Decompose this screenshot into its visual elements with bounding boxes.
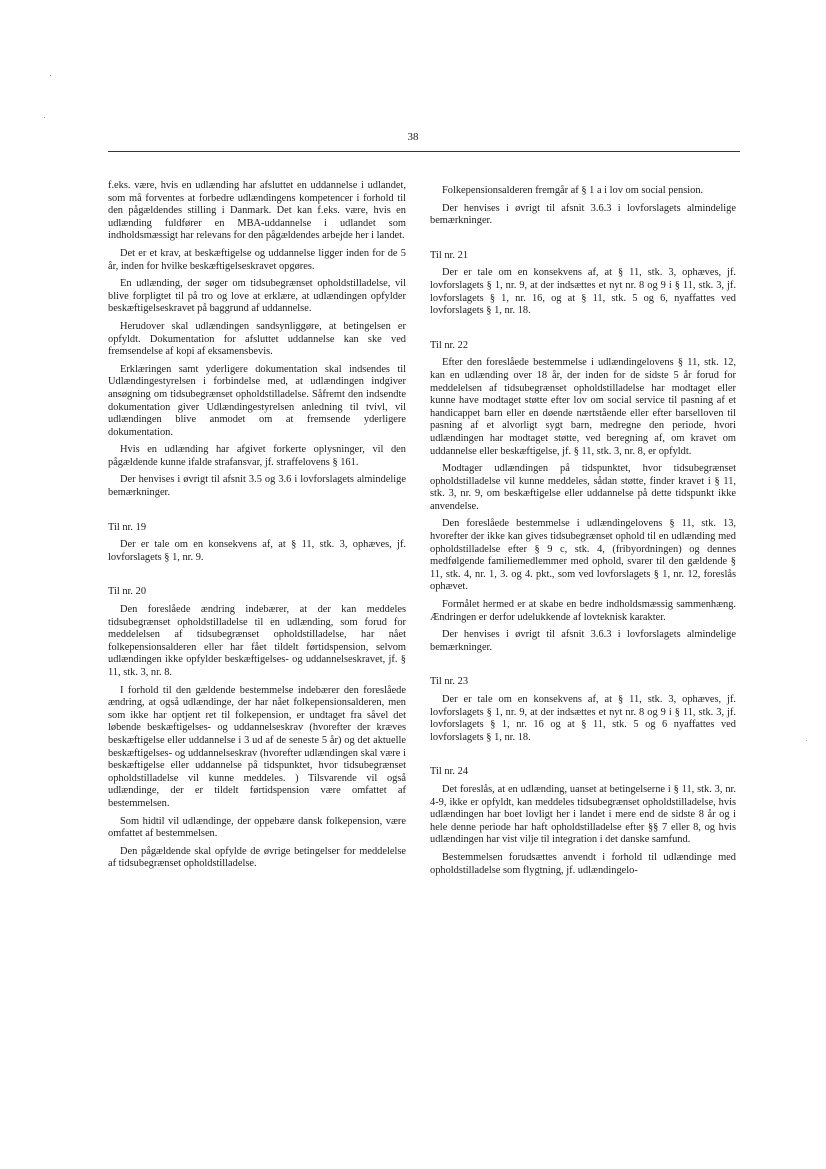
paragraph: Der er tale om en konsekvens af, at § 11, stk. 3, ophæves, jf. lovforslagets § 1, nr. 9. [108, 539, 406, 563]
paragraph: Som hidtil vil udlændinge, der oppebære dansk folkepension, være omfattet af bestemmelsen. [108, 815, 406, 840]
paragraph: Erklæringen samt yderligere dokumentation skal indsendes til Udlændingestyrelsen i forbindelse med, at udlændingen indgiver ansøgning om tidsubegrænset opholdstilladelse. Såfremt den indsendte dokumentation giver Udlændingestyrelsen anledning til tvivl, vil udlændingen blive anmodet om at fremsende yderligere dokumentation. [108, 363, 406, 438]
section-heading-24: Til nr. 24 [430, 766, 469, 778]
section-heading-22: Til nr. 22 [430, 339, 469, 351]
paragraph: Formålet hermed er at skabe en bedre indholdsmæssig sammenhæng. Ændringen er derfor udelukkende af lovteknisk karakter. [430, 599, 736, 623]
paragraph: En udlænding, der søger om tidsubegrænset opholdstilladelse, vil blive forpligtet til på tro og love at erklære, at udlændingen opfylder beskæftigelseskravet på baggrund af uddannelse. [108, 278, 406, 315]
paragraph: Hvis en udlænding har afgivet forkerte oplysninger, vil den pågældende kunne ifalde strafansvar, jf. straffelovens § 161. [108, 444, 406, 468]
paragraph: Efter den foreslåede bestemmelse i udlændingelovens § 11, stk. 12, kan en udlænding over 18 år, der inden for de sidste 5 år forud for meddelelsen af tidsubegrænset opholdstilladelse har modtaget eller kunne have modtaget støtte efter lov om social service til pasning af et handicappet barn eller en døende nærtstående eller efter barselloven til pasning af et alvorligt sygt barn, medregne den periode, hvori udlændingen har modtaget støtte, ved beregning af, om kravet om uddannelse eller beskæftigelse, jf. § 11, stk. 3, nr. 8, er opfyldt. [430, 357, 736, 457]
paragraph: I forhold til den gældende bestemmelse indebærer den foreslåede ændring, at også udlændinge, der har nået folkepensionsalderen, men som ikke har optjent ret til folkepension, er undtaget fra såvel det løbende beskæftigelses- og uddannelseskrav (hvorefter der kræves beskæftigelse eller uddannelse i 3 ud af de seneste 5 år) og det aktuelle beskæftigelses- og uddannelseskrav (hvorefter udlændingen skal være i beskæftigelse eller uddannelse på tidspunktet, hvor tidsubegrænset opholdstilladelse vil kunne meddeles. ) Tilsvarende vil også udlændinge, der er tildelt førtidspension være omfattet af bestemmelsen. [108, 684, 406, 809]
header-rule [108, 151, 740, 152]
paragraph: Der er tale om en konsekvens af, at § 11, stk. 3, ophæves, jf. lovforslagets § 1, nr. 9, at der indsættes et nyt nr. 8 og 9 i § 11, stk. 3, jf. lovforslagets § 1, nr. 16, og at § 11, stk. 5 og 6, nyaffattes ved lovforslagets § 1, nr. 18. [430, 267, 736, 317]
paragraph: Herudover skal udlændingen sandsynliggøre, at betingelsen er opfyldt. Dokumentation for afsluttet uddannelse kan ske ved fremsendelse af kopi af eksamensbevis. [108, 320, 406, 358]
paragraph: Der henvises i øvrigt til afsnit 3.6.3 i lovforslagets almindelige bemærkninger. [430, 202, 736, 227]
right-column [430, 185, 736, 882]
paragraph: Bestemmelsen forudsættes anvendt i forhold til udlændinge med opholdstilladelse som flygtning, jf. udlændingelo- [430, 851, 736, 876]
paragraph: Der er tale om en konsekvens af, at § 11, stk. 3, ophæves, jf. lovforslagets § 1, nr. 9, at der indsættes et nyt nr. 8 og 9 i § 11, stk. 3, jf. lovforslagets § 1, nr. 16 og at § 11, stk. 5 og 6 nyaffattes ved lovforslagets § 1, nr. 18. [430, 694, 736, 743]
scan-speck [806, 740, 807, 741]
paragraph: Det foreslås, at en udlænding, uanset at betingelserne i § 11, stk. 3, nr. 4-9, ikke er opfyldt, kan meddeles tidsubegrænset opholdstilladelse, hvis udlændingen har boet lovligt her i landet i mere end de sidste 8 år og i hele denne periode har haft opholdstilladelse efter §§ 7 eller 8, og hvis udlændingen har vist vilje til integration i det danske samfund. [430, 783, 736, 846]
paragraph: Den pågældende skal opfylde de øvrige betingelser for meddelelse af tidsubegrænset opholdstilladelse. [108, 845, 406, 870]
paragraph: Det er et krav, at beskæftigelse og uddannelse ligger inden for de 5 år, inden for hvilke beskæftigelseskravet opgøres. [108, 247, 406, 272]
scan-speck [44, 117, 45, 118]
paragraph: f.eks. være, hvis en udlænding har afsluttet en uddannelse i udlandet, som må forventes at forbedre udlændingens kompetencer i forhold til den pågældendes stilling i Danmark. Det kan f.eks. være, hvis en udlænding fuldfører en MBA-uddannelse i udlandet som indholdsmæssigt har relevans for den pågældendes arbejde her i landet. [108, 180, 406, 242]
left-column [108, 180, 406, 876]
scan-speck [50, 75, 51, 76]
paragraph: Den foreslåede bestemmelse i udlændingelovens § 11, stk. 13, hvorefter der ikke kan gives tidsubegrænset ophold til en udlænding med opholdstilladelse efter § 9 c, stk. 4, (fribyordningen) og dennes medfølgende familiemedlemmer med ophold, svarer til den gældende § 11, stk. 4, nr. 1, 3. og 4. pkt., som ved lovforslagets § 1, nr. 12, foreslås ophævet. [430, 518, 736, 593]
section-heading-21: Til nr. 21 [430, 249, 469, 261]
paragraph: Der henvises i øvrigt til afsnit 3.5 og 3.6 i lovforslagets almindelige bemærkninger. [108, 474, 406, 499]
paragraph: Folkepensionsalderen fremgår af § 1 a i lov om social pension. [442, 185, 704, 196]
paragraph: Der henvises i øvrigt til afsnit 3.6.3 i lovforslagets almindelige bemærkninger. [430, 629, 736, 653]
section-heading-19: Til nr. 19 [108, 521, 147, 533]
paragraph: Modtager udlændingen på tidspunktet, hvor tidsubegrænset opholdstilladelse vil kunne meddeles, sådan støtte, finder kravet i § 11, stk. 3, nr. 9, om beskæftigelse eller uddannelse på dette tidspunkt ikke anvendelse. [430, 463, 736, 512]
page-number: 38 [407, 131, 419, 143]
section-heading-23: Til nr. 23 [430, 676, 469, 688]
paragraph: Den foreslåede ændring indebærer, at der kan meddeles tidsubegrænset opholdstilladelse til en udlænding, som forud for meddelelsen af tidsubegrænset opholdstilladelse, har nået folkepensionsalderen eller har fået tildelt førtidspension, selvom udlændingen ikke opfylder beskæftigelses- og uddannelseskravet, jf. § 11, stk. 3, nr. 8. [108, 604, 406, 678]
section-heading-20: Til nr. 20 [108, 586, 147, 598]
